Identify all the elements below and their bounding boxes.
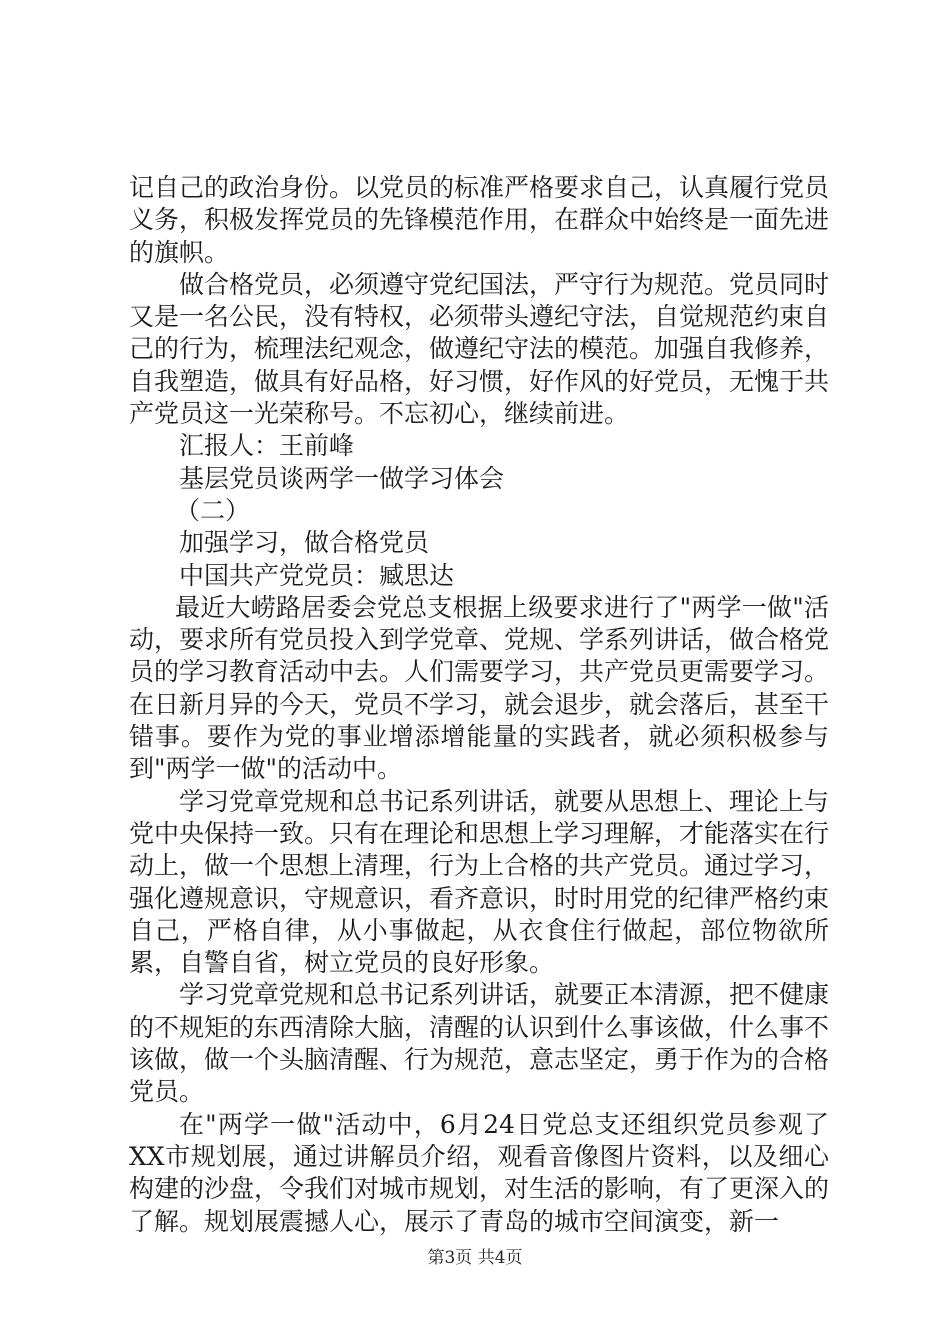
article-subtitle: 加强学习，做合格党员: [179, 528, 430, 558]
article-title: 基层党员谈两学一做学习体会: [179, 463, 505, 493]
page-footer: 第3页 共4页: [427, 1248, 523, 1268]
paragraph-continuation: 记自己的政治身份。以党员的标准严格要求自己，认真履行党员义务，积极发挥党员的先锋模范作用，在群众中始终是一面先进的旗帜。: [129, 173, 830, 267]
section-number: （二）: [175, 495, 251, 525]
paragraph-intro: 最近大崂路居委会党总支根据上级要求进行了"两学一做"活动，要求所有党员投入到学党章、党规、学系列讲话，做合格党员的学习教育活动中去。人们需要学习，共产党员更需要学习。在日新月异的今天，党员不学习，就会退步，就会落后，甚至干错事。要作为党的事业增添增能量的实践者，就必须积极参与到"两学一做"的活动中。: [129, 592, 830, 784]
paragraph-study-thought: 学习党章党规和总书记系列讲话，就要从思想上、理论上与党中央保持一致。只有在理论和思想上学习理解，才能落实在行动上，做一个思想上清理，行为上合格的共产党员。通过学习，强化遵规意识，守规意识，看齐意识，时时用党的纪律严格约束自己，严格自律，从小事做起，从衣食住行做起，部位物欲所累，自警自省，树立党员的良好形象。: [129, 786, 830, 978]
paragraph-exhibition: 在"两学一做"活动中，6月24日党总支还组织党员参观了XX市规划展，通过讲解员介绍，观看音像图片资料，以及细心构建的沙盘，令我们对城市规划，对生活的影响，有了更深入的了解。规划展震撼人心，展示了青岛的城市空间演变，新一: [129, 1109, 830, 1236]
paragraph-study-source: 学习党章党规和总书记系列讲话，就要正本清源，把不健康的不规矩的东西清除大脑，清醒的认识到什么事该做，什么事不该做，做一个头脑清醒、行为规范，意志坚定，勇于作为的合格党员。: [129, 980, 830, 1107]
document-body: [129, 172, 829, 1238]
reporter-line: 汇报人：王前峰: [179, 431, 355, 461]
paragraph-qualified-member: 做合格党员，必须遵守党纪国法，严守行为规范。党员同时又是一名公民，没有特权，必须带头遵纪守法，自觉规范约束自己的行为，梳理法纪观念，做遵纪守法的模范。加强自我修养，自我塑造，做具有好品格，好习惯，好作风的好党员，无愧于共产党员这一光荣称号。不忘初心，继续前进。: [129, 269, 830, 429]
author-line: 中国共产党党员：臧思达: [179, 560, 455, 590]
